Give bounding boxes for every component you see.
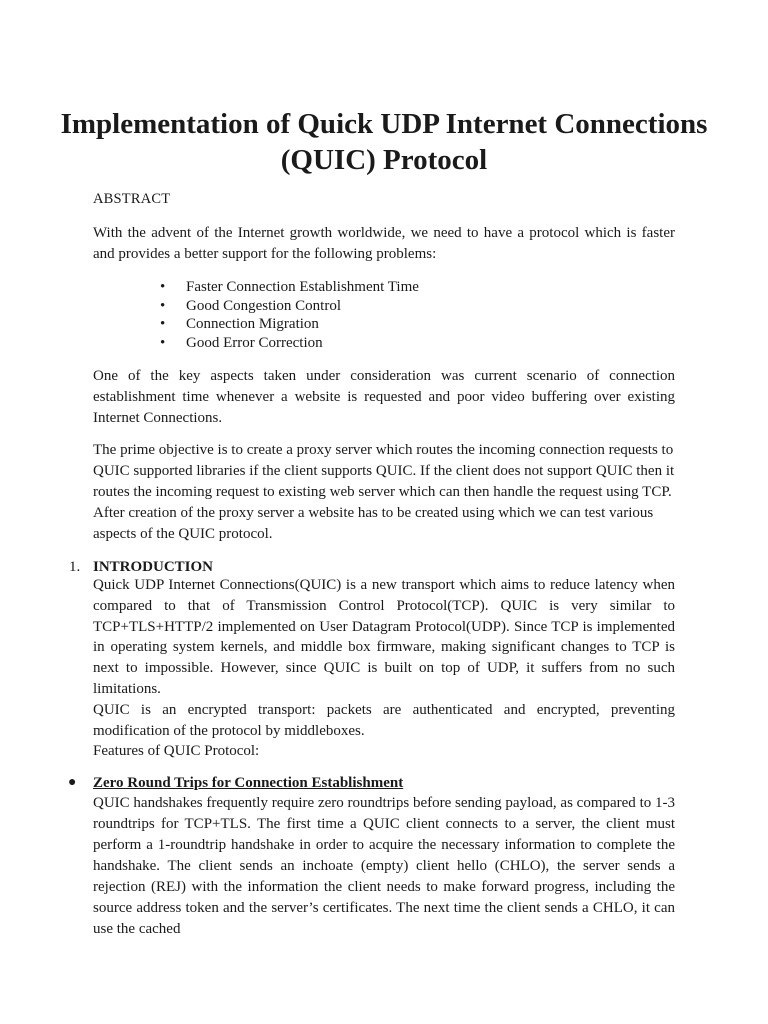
feature-body: QUIC handshakes frequently require zero roundtrips before sending payload, as compared to 1-3 roundtrips for TCP+TLS. The first time a QUIC client connects to a server, the client must perform a 1-roundtrip handshake in order to acquire the necessary information to complete the handshake. The client sends an inchoate (empty) client hello (CHLO), the server sends a rejection (REJ) with the information the client needs to make forward progress, including the source address token and the server’s certificates. The next time the client sends a CHLO, it can use the cached	[93, 795, 675, 937]
introduction-paragraph-1: Quick UDP Internet Connections(QUIC) is a new transport which aims to reduce latency when compared to that of Transmission Control Protocol(TCP). QUIC is very similar to TCP+TLS+HTTP/2 implemented on User Datagram Protocol(UDP). Since TCP is implemented in operating system kernels, and middle box firmware, making significant changes to TCP is next to impossible. However, since QUIC is built on top of UDP, it suffers from no such limitations.	[93, 577, 675, 697]
introduction-paragraph-3: Features of QUIC Protocol:	[93, 743, 260, 760]
bullet-icon: •	[160, 279, 166, 295]
abstract-paragraph-3: The prime objective is to create a proxy server which routes the incoming connection requests to QUIC supported libraries if the client supports QUIC. If the client does not support QUIC then it routes the incoming request to existing web server which can then handle the request using TCP. After creation of the proxy server a website has to be created using which we can test various aspects of the QUIC protocol.	[93, 442, 675, 542]
section-heading-introduction: INTRODUCTION	[93, 559, 214, 575]
list-item	[160, 334, 419, 353]
bullet-icon: •	[160, 334, 166, 351]
introduction-body	[93, 575, 675, 762]
introduction-paragraph-2: QUIC is an encrypted transport: packets are authenticated and encrypted, preventing modification of the protocol by middleboxes.	[93, 701, 675, 739]
problem-list	[160, 278, 419, 352]
bullet-icon: •	[160, 316, 166, 332]
abstract-heading: ABSTRACT	[93, 191, 171, 207]
paper-title: Implementation of Quick UDP Internet Connections (QUIC) Protocol	[60, 108, 708, 176]
list-item	[160, 278, 419, 297]
list-item-text: Connection Migration	[186, 316, 319, 332]
abstract-intro: With the advent of the Internet growth worldwide, we need to have a protocol which is faster and provides a better support for the following problems:	[93, 225, 675, 262]
list-item	[160, 297, 419, 316]
list-item-text: Good Error Correction	[186, 334, 323, 351]
feature-bullet-icon: ●	[68, 775, 77, 790]
list-item	[160, 315, 419, 334]
list-item-text: Good Congestion Control	[186, 297, 342, 314]
feature-heading: Zero Round Trips for Connection Establishment	[93, 775, 404, 791]
section-number: 1.	[69, 559, 81, 575]
abstract-paragraph-2: One of the key aspects taken under consideration was current scenario of connection establishment time whenever a website is requested and poor video buffering over existing Internet Connections.	[93, 368, 675, 426]
bullet-icon: •	[160, 297, 166, 314]
list-item-text: Faster Connection Establishment Time	[186, 279, 419, 295]
